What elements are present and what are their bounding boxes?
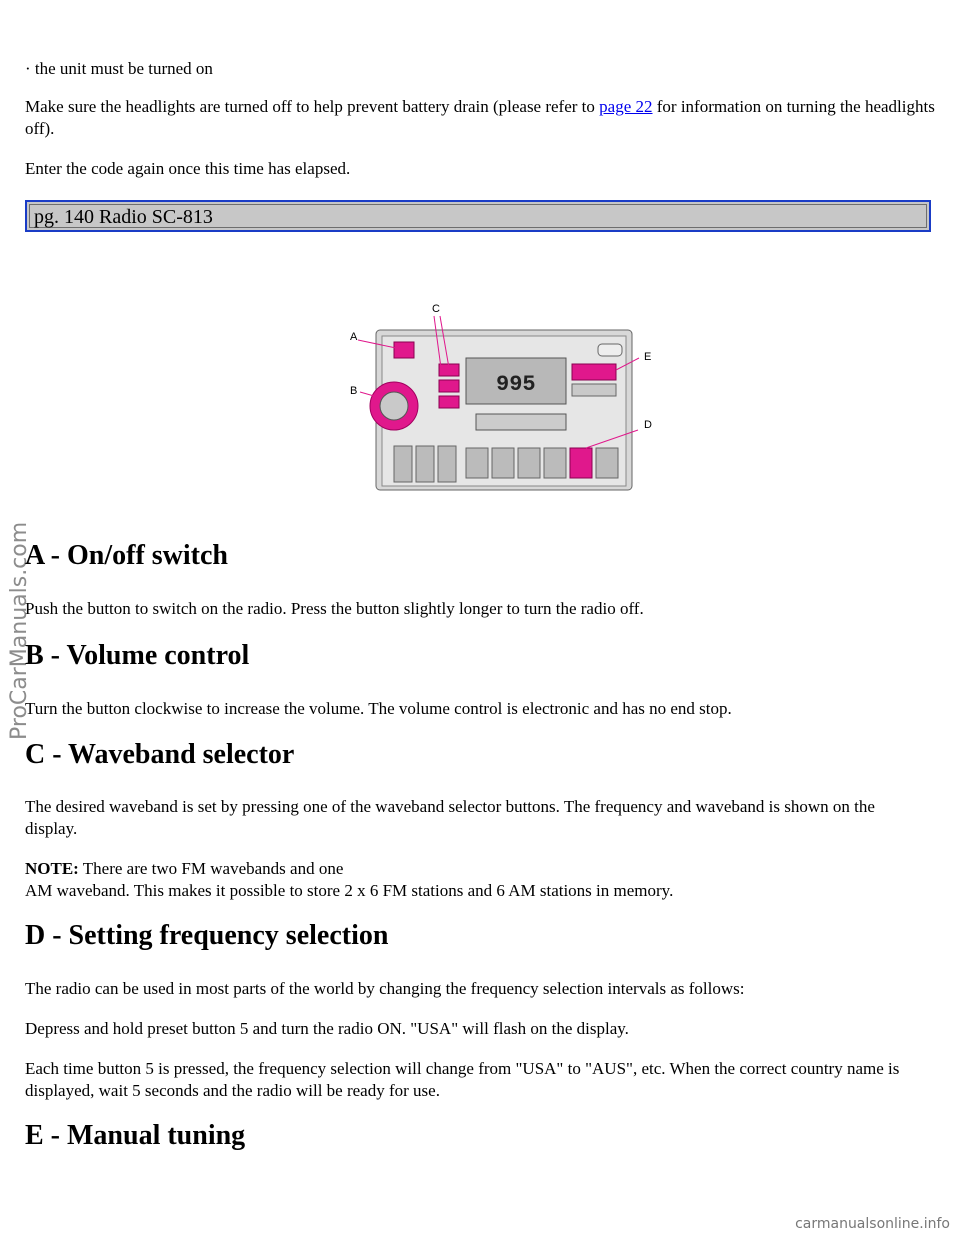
note-text-2: AM waveband. This makes it possible to store 2 x 6 FM stations and 6 AM stations in memory.	[25, 881, 674, 900]
frequency-text: The radio can be used in most parts of the world by changing the frequency selection intervals as follows:	[25, 979, 745, 998]
on-off-text: Push the button to switch on the radio. Press the button slightly longer to turn the radio off.	[25, 599, 644, 618]
radio-illustration	[346, 296, 666, 496]
note-paragraph	[25, 858, 673, 902]
bullet-text: · the unit must be turned on	[25, 59, 213, 78]
power-button	[394, 342, 414, 358]
heading-frequency: D - Setting frequency selection	[25, 920, 389, 951]
callout-e: E	[644, 351, 652, 363]
note-text: There are two FM wavebands and one	[78, 859, 344, 878]
page-22-link[interactable]: page 22	[599, 97, 653, 116]
waveband-text: The desired waveband is set by pressing one of the waveband selector buttons. The frequency and waveband is shown on the display.	[25, 797, 875, 838]
callout-b: B	[350, 385, 358, 397]
volume-text: Turn the button clockwise to increase the volume. The volume control is electronic and has no end stop.	[25, 699, 732, 718]
heading-on-off: A - On/off switch	[25, 540, 228, 571]
display-text: 995	[496, 372, 536, 397]
heading-waveband: C - Waveband selector	[25, 739, 295, 770]
section-title: pg. 140 Radio SC-813	[29, 204, 927, 228]
callout-a: A	[350, 331, 358, 343]
heading-manual-tuning: E - Manual tuning	[25, 1120, 246, 1151]
heading-volume: B - Volume control	[25, 640, 250, 671]
paragraph-text: Make sure the headlights are turned off to help prevent battery drain (please refer to	[25, 97, 600, 116]
code-paragraph: Enter the code again once this time has elapsed.	[25, 159, 351, 178]
footer-watermark: carmanualsonline.info	[795, 1216, 950, 1232]
note-label: NOTE:	[25, 859, 79, 878]
radio-diagram	[346, 296, 666, 496]
callout-d: D	[644, 419, 652, 431]
callout-c: C	[432, 303, 440, 315]
frequency-text-3: Each time button 5 is pressed, the frequency selection will change from "USA" to "AUS", etc. When the correct country name is displayed, wait 5 seconds and the radio will be ready for use.	[25, 1059, 900, 1100]
section-title-box	[25, 200, 931, 232]
paragraph-text: for information on turning the headlights off).	[25, 97, 935, 138]
side-watermark: ProCarManuals.com	[7, 521, 32, 740]
headlights-paragraph	[25, 96, 937, 140]
frequency-text-2: Depress and hold preset button 5 and turn the radio ON. "USA" will flash on the display.	[25, 1019, 629, 1038]
